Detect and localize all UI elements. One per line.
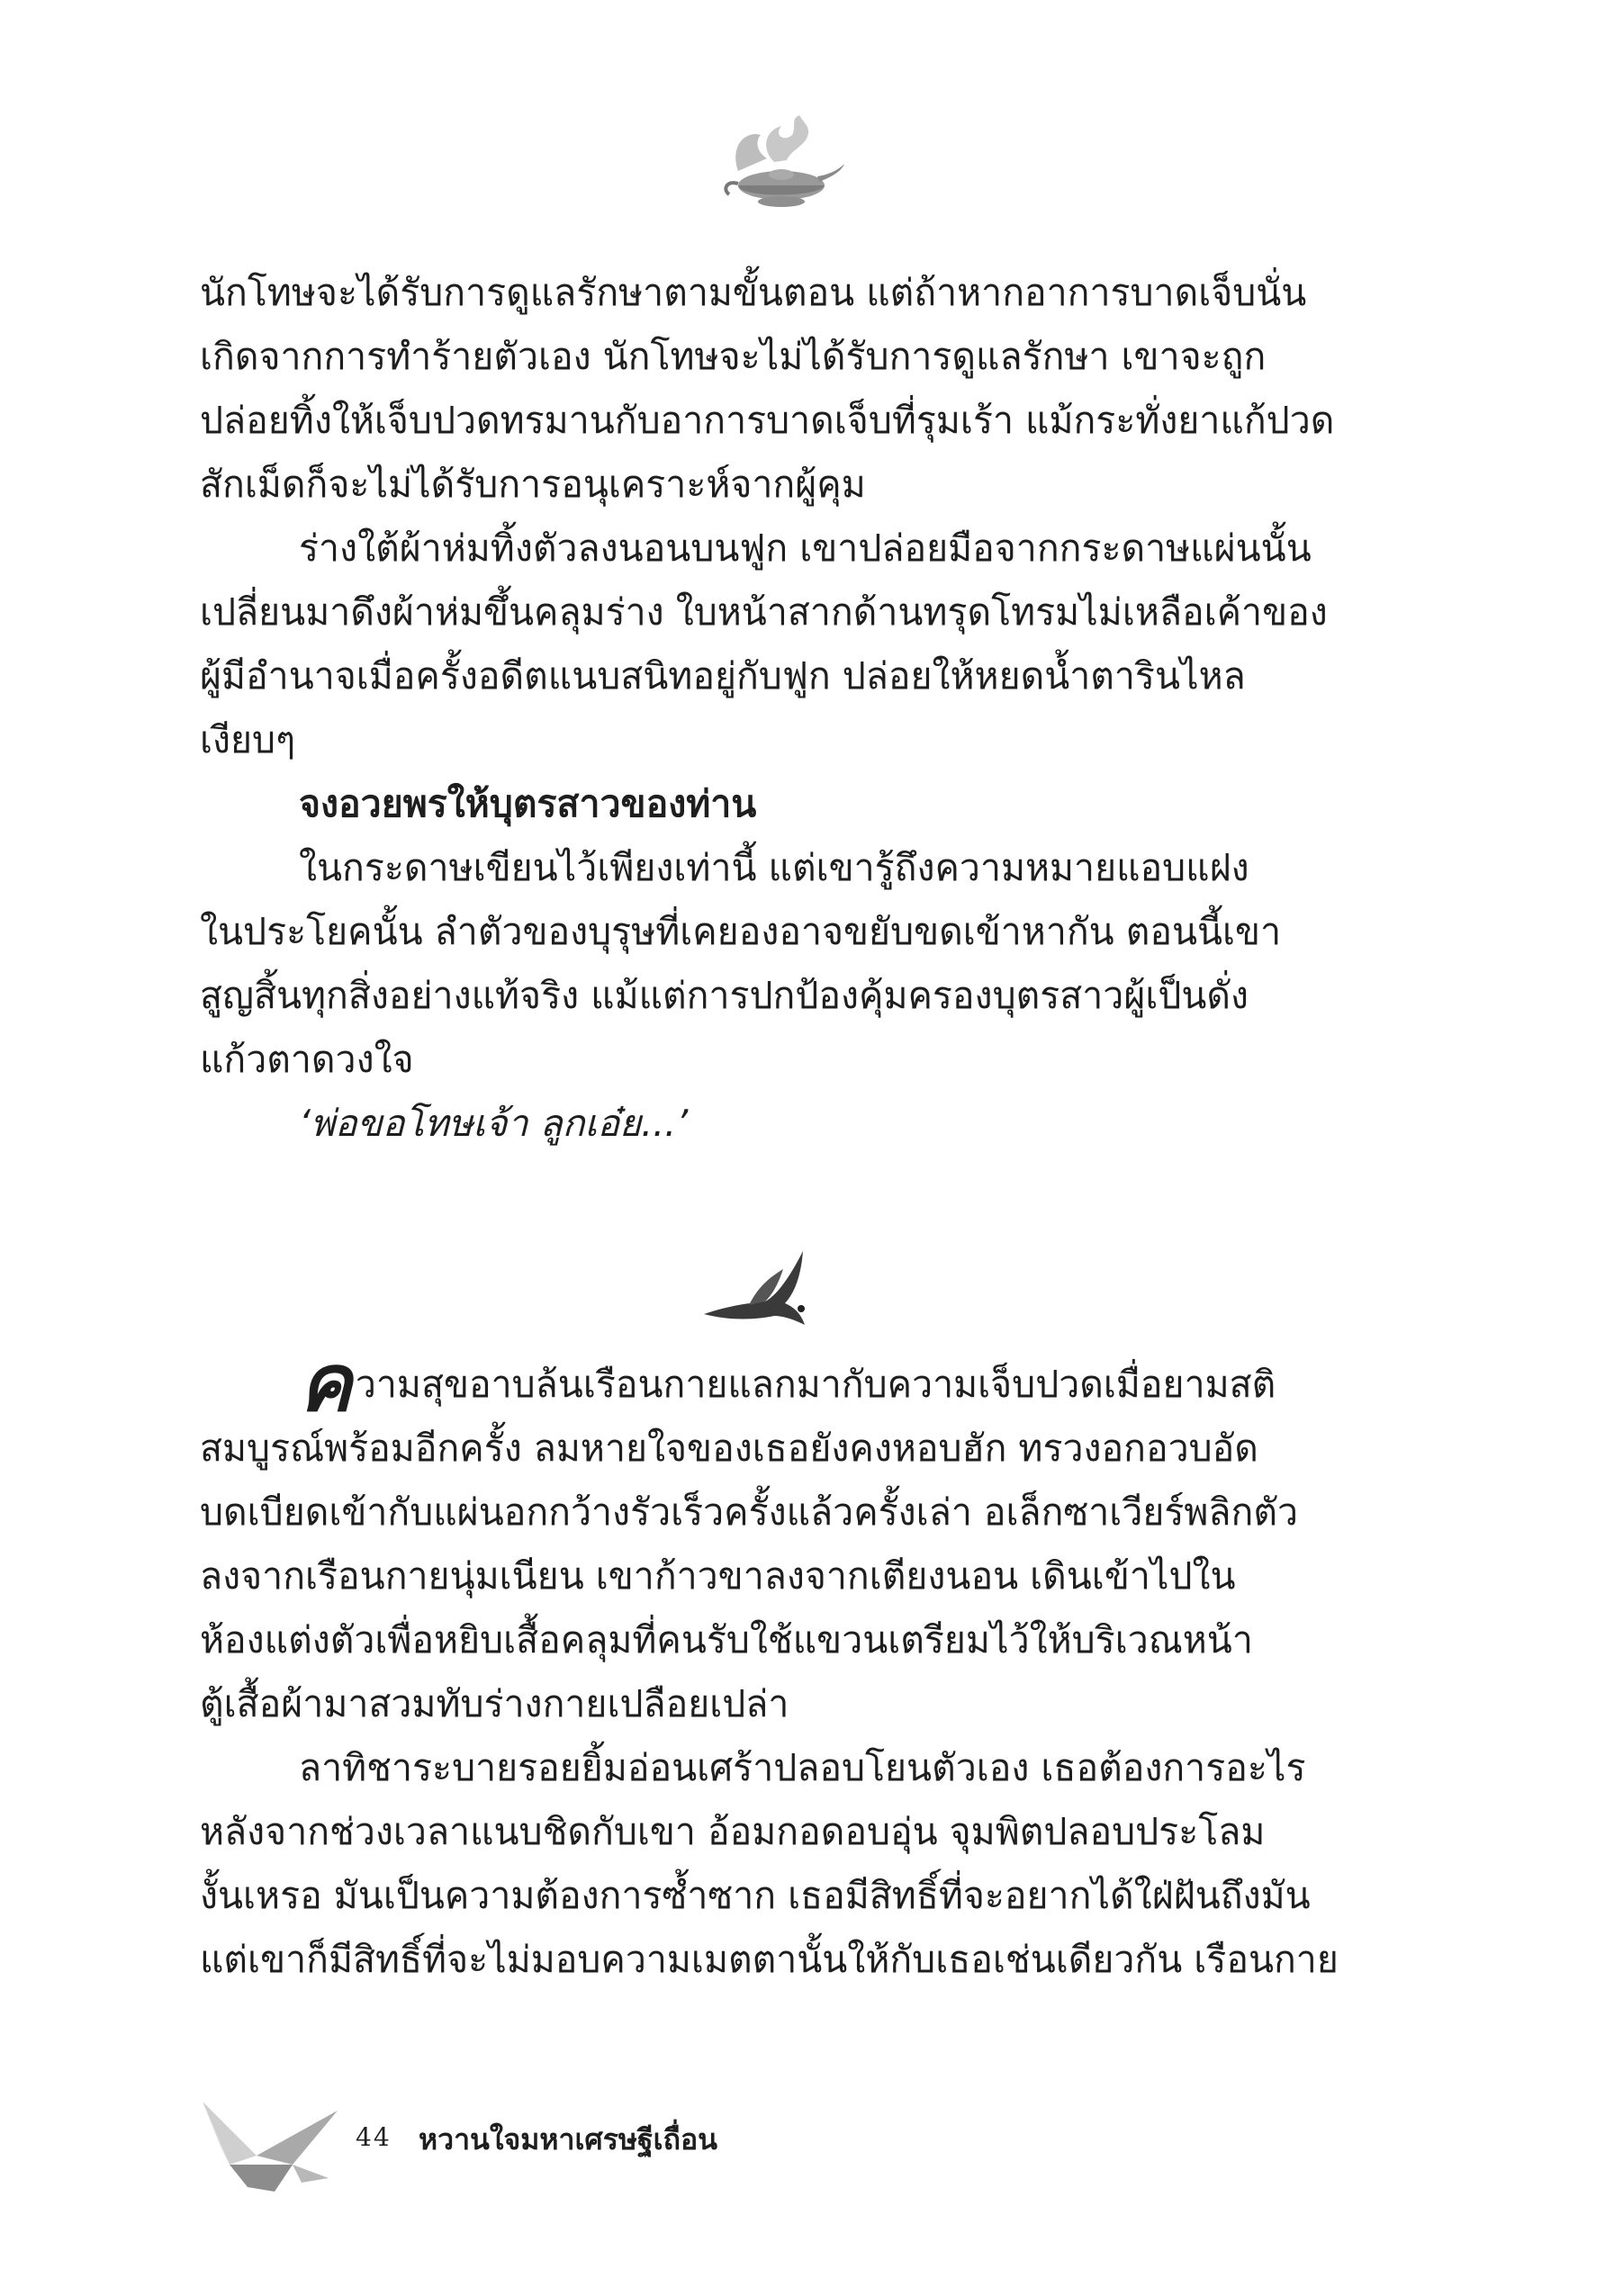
text-line: ร่างใต้ผ้าห่มทิ้งตัวลงนอนบนฟูก เขาปล่อยมือจากกระดาษแผ่นนั้น: [299, 527, 1312, 570]
text-line: ในประโยคนั้น ลำตัวของบุรุษที่เคยองอาจขยับขดเข้าหากัน ตอนนี้เขา: [200, 910, 1282, 953]
text-line: แก้วตาดวงใจ: [200, 1038, 414, 1081]
page-number: 44: [356, 2122, 392, 2152]
text-line: สมบูรณ์พร้อมอีกครั้ง ลมหายใจของเธอยังคงหอบฮัก ทรวงอกอวบอัด: [200, 1427, 1258, 1470]
text-line: เกิดจากการทำร้ายตัวเอง นักโทษจะไม่ได้รับการดูแลรักษา เขาจะถูก: [200, 335, 1267, 378]
paragraph: [200, 836, 1370, 1092]
text-line: ห้องแต่งตัวเพื่อหยิบเสื้อคลุมที่คนรับใช้แขวนเตรียมไว้ให้บริเวณหน้า: [200, 1618, 1253, 1661]
text-line: เงียบๆ: [200, 718, 296, 761]
paragraph: [200, 517, 1370, 772]
italic-quote: ‘พ่อขอโทษเจ้า ลูกเอ๋ย...’: [299, 1102, 689, 1145]
text-line: ปล่อยทิ้งให้เจ็บปวดทรมานกับอาการบาดเจ็บที่รุมเร้า แม้กระทั่งยาแก้ปวด: [200, 399, 1335, 442]
paragraph: [200, 261, 1370, 517]
section-two: [200, 1337, 1370, 1992]
section-one: [200, 261, 1370, 1156]
text-line: สูญสิ้นทุกสิ่งอย่างแท้จริง แม้แต่การปกป้องคุ้มครองบุตรสาวผู้เป็นดั่ง: [200, 974, 1249, 1017]
text-line: ผู้มีอำนาจเมื่อครั้งอดีตแนบสนิทอยู่กับฟูก ปล่อยให้หยดน้ำตารินไหล: [200, 654, 1246, 698]
text-line: ตู้เสื้อผ้ามาสวมทับร่างกายเปลือยเปล่า: [200, 1682, 789, 1725]
text-line: หลังจากช่วงเวลาแนบชิดกับเขา อ้อมกอดอบอุ่น จุมพิตปลอบประโลม: [200, 1810, 1266, 1853]
letter-heading: จงอวยพรให้บุตรสาวของท่าน: [299, 782, 757, 825]
text-line: งั้นเหรอ มันเป็นความต้องการซ้ำซาก เธอมีสิทธิ์ที่จะอยากได้ใฝ่ฝันถึงมัน: [200, 1874, 1311, 1917]
text-line: นักโทษจะได้รับการดูแลรักษาตามขั้นตอน แต่ถ้าหากอาการบาดเจ็บนั่น: [200, 271, 1307, 314]
text-line: สักเม็ดก็จะไม่ได้รับการอนุเคราะห์จากผู้คุม: [200, 463, 866, 506]
text-line: เปลี่ยนมาดึงผ้าห่มขึ้นคลุมร่าง ใบหน้าสากด้านทรุดโทรมไม่เหลือเค้าของ: [200, 590, 1328, 634]
bird-icon: [695, 1242, 830, 1341]
text-line: ลงจากเรือนกายนุ่มเนียน เขาก้าวขาลงจากเตียงนอน เดินเข้าไปใน: [200, 1554, 1236, 1598]
book-title: หวานใจมหาเศรษฐีเถื่อน: [419, 2122, 718, 2156]
first-line: [200, 1337, 1370, 1429]
text-line: ลาทิชาระบายรอยยิ้มอ่อนเศร้าปลอบโยนตัวเอง เธอต้องการอะไร: [299, 1746, 1306, 1789]
paragraph: [200, 1736, 1370, 1992]
drop-cap: ค: [299, 1337, 352, 1429]
text-line: วามสุขอาบล้นเรือนกายแลกมากับความเจ็บปวดเมื่อยามสติ: [355, 1363, 1276, 1406]
paper-crane-icon: [194, 2093, 347, 2201]
text-line: แต่เขาก็มีสิทธิ์ที่จะไม่มอบความเมตตานั้นให้กับเธอเช่นเดียวกัน เรือนกาย: [200, 1938, 1339, 1981]
text-line: ในกระดาษเขียนไว้เพียงเท่านี้ แต่เขารู้ถึงความหมายแอบแฝง: [299, 846, 1249, 889]
genie-lamp-icon: [711, 108, 846, 216]
text-line: บดเบียดเข้ากับแผ่นอกกว้างรัวเร็วครั้งแล้วครั้งเล่า อเล็กซาเวียร์พลิกตัว: [200, 1490, 1299, 1534]
paragraph: [200, 1337, 1370, 1736]
